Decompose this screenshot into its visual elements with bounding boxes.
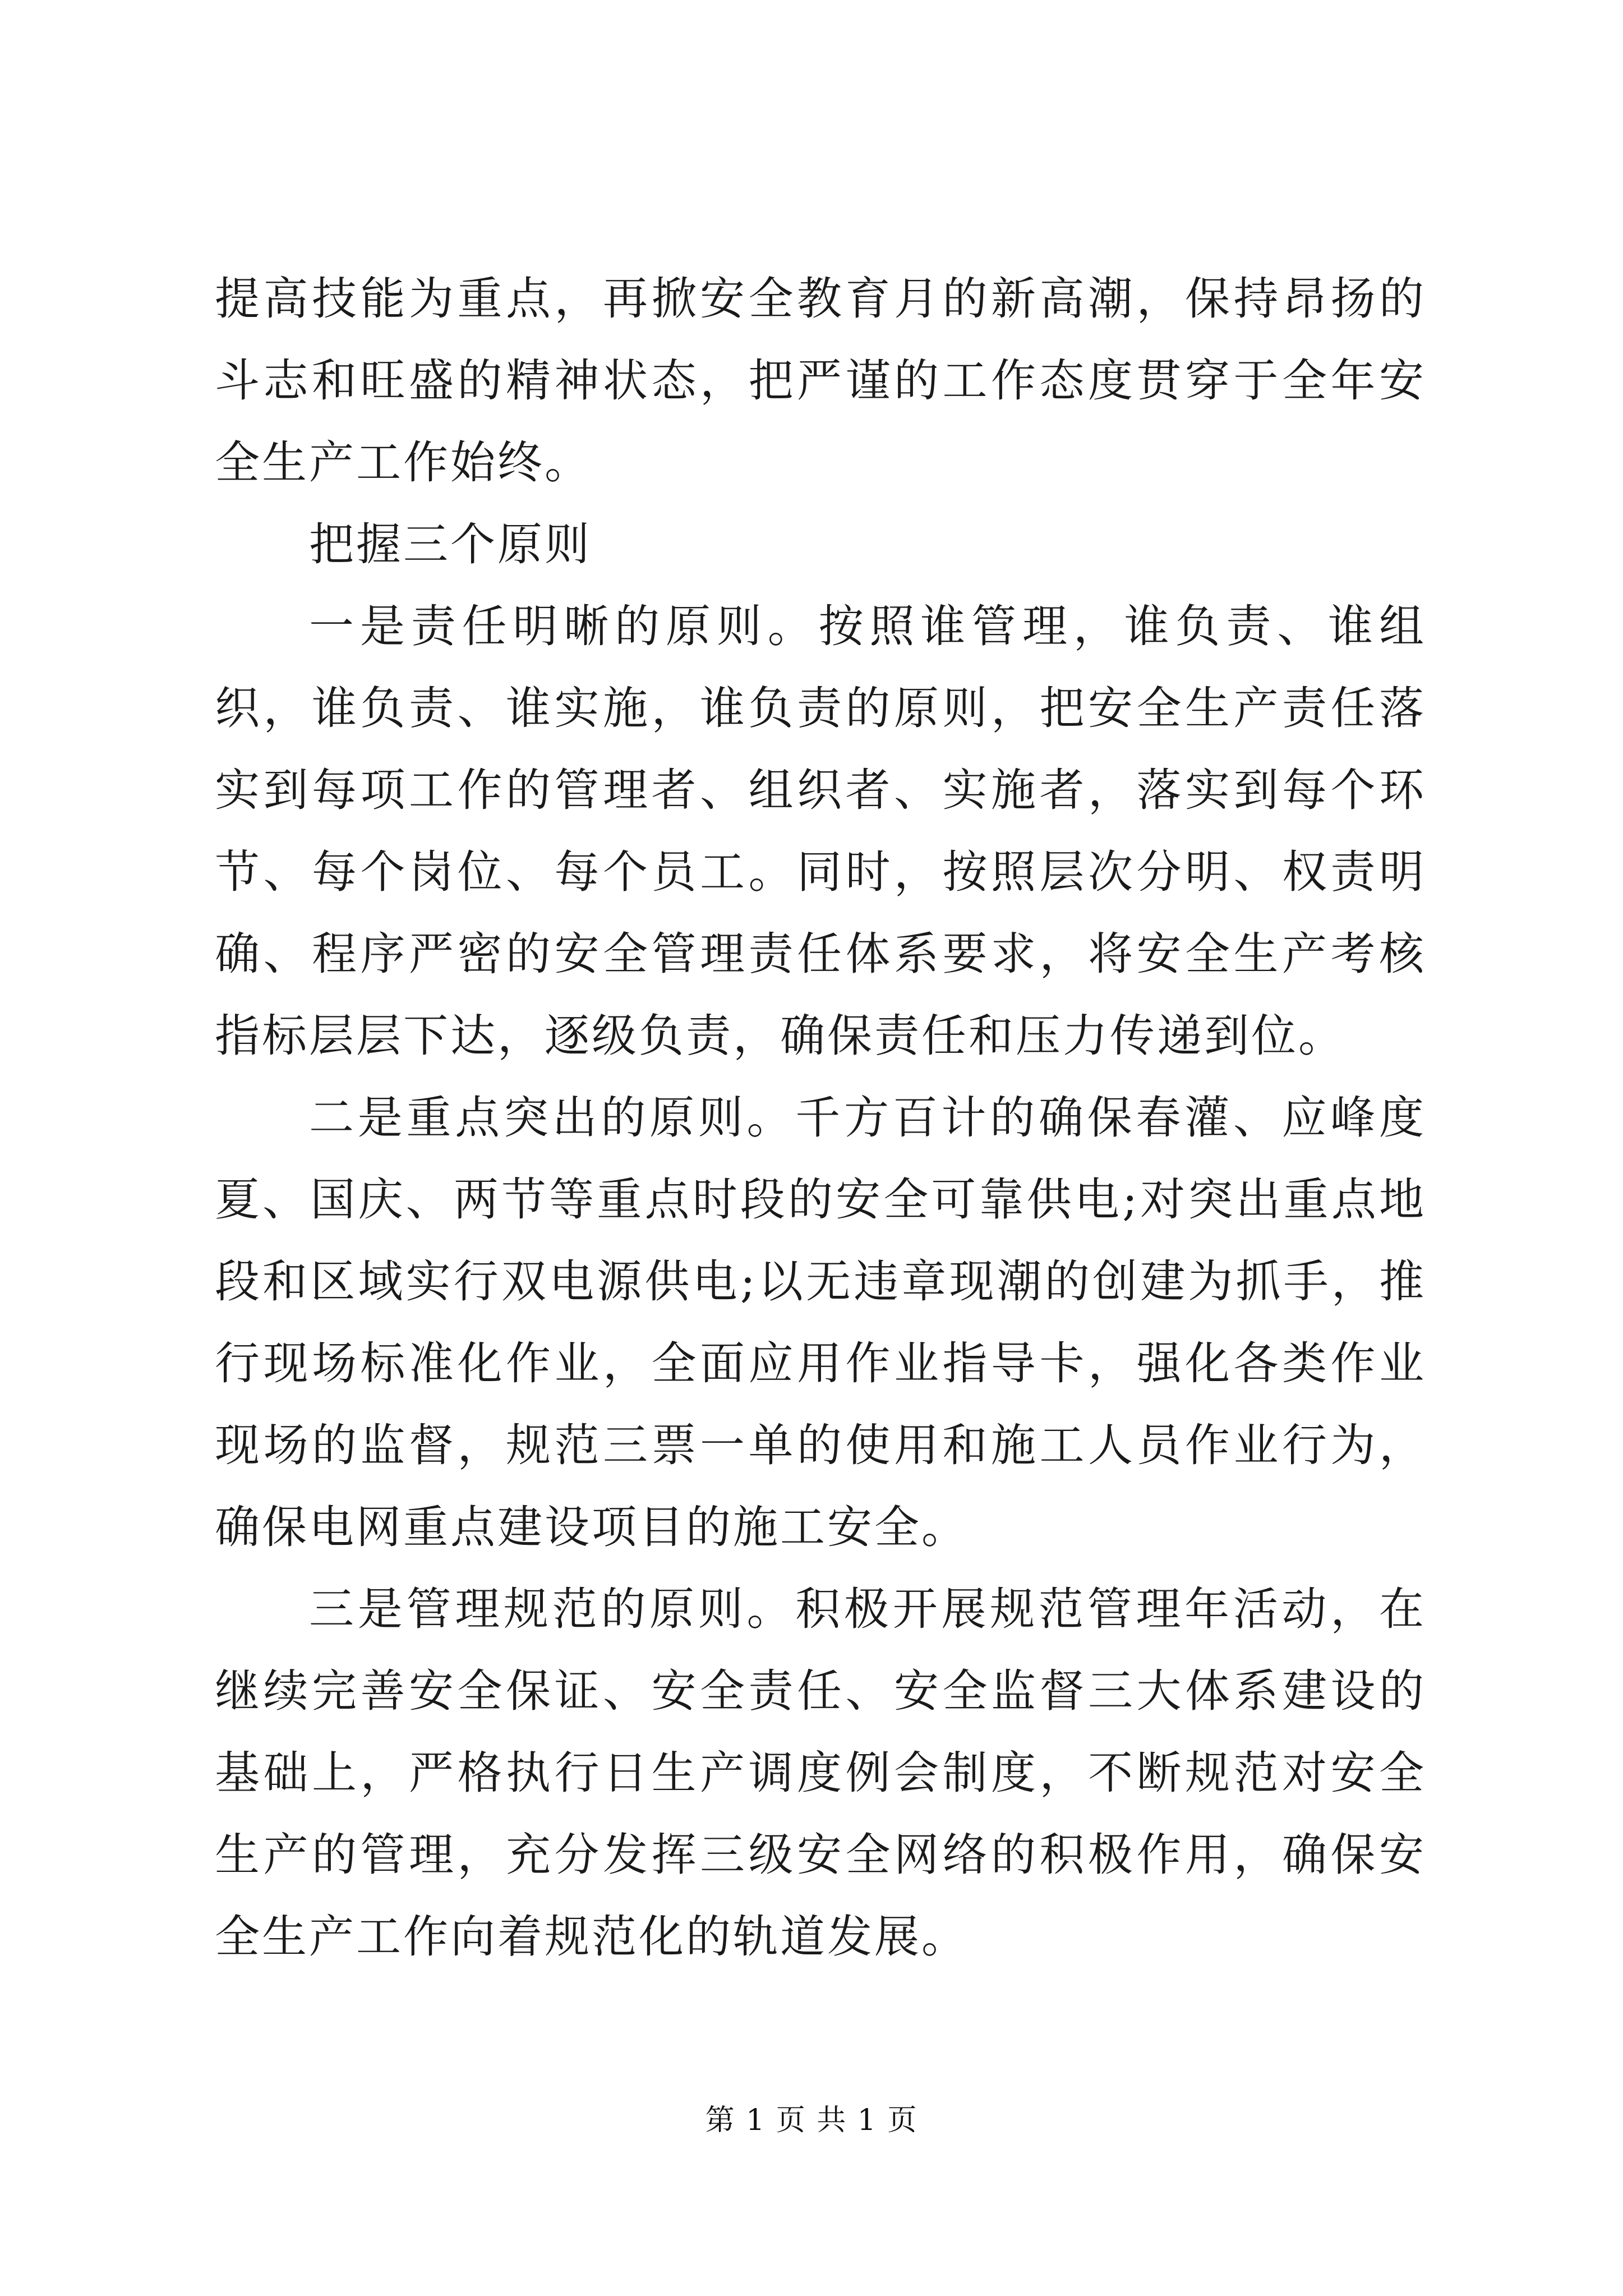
paragraph-continuation: 提高技能为重点，再掀安全教育月的新高潮，保持昂扬的斗志和旺盛的精神状态，把严谨的工作态度贯穿于全年安全生产工作始终。 xyxy=(215,273,1426,489)
paragraph-principle-1: 一是责任明晰的原则。按照谁管理，谁负责、谁组织，谁负责、谁实施，谁负责的原则，把安全生产责任落实到每项工作的管理者、组织者、实施者，落实到每个环节、每个岗位、每个员工。同时，按照层次分明、权责明确、程序严密的安全管理责任体系要求，将安全生产考核指标层层下达，逐级负责，确保责任和压力传递到位。 xyxy=(215,600,1426,1062)
page-footer: 第 1 页 共 1 页 xyxy=(705,2104,918,2137)
document-body xyxy=(215,258,1426,1978)
paragraph-principle-3: 三是管理规范的原则。积极开展规范管理年活动，在继续完善安全保证、安全责任、安全监督三大体系建设的基础上，严格执行日生产调度例会制度，不断规范对安全生产的管理，充分发挥三级安全网络的积极作用，确保安全生产工作向着规范化的轨道发展。 xyxy=(215,1583,1426,1963)
paragraph-principle-2: 二是重点突出的原则。千方百计的确保春灌、应峰度夏、国庆、两节等重点时段的安全可靠供电;对突出重点地段和区域实行双电源供电;以无违章现潮的创建为抓手，推行现场标准化作业，全面应用作业指导卡，强化各类作业现场的监督，规范三票一单的使用和施工人员作业行为，确保电网重点建设项目的施工安全。 xyxy=(215,1092,1426,1553)
section-heading: 把握三个原则 xyxy=(309,518,592,570)
